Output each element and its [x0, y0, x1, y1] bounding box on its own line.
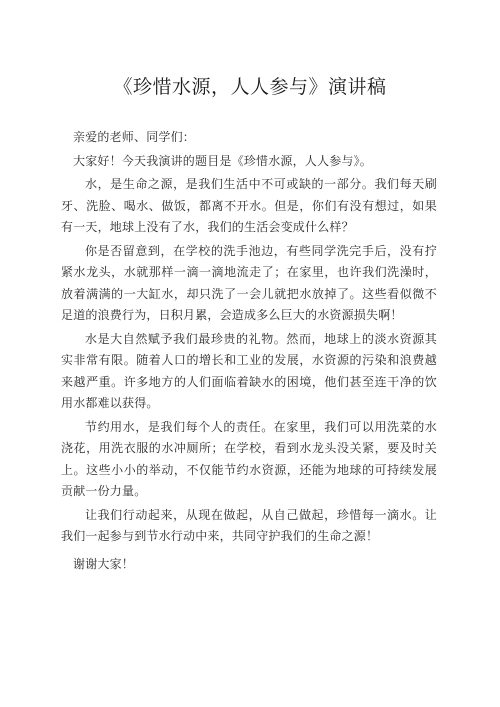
paragraph-call-to-action: 让我们行动起来，从现在做起，从自己做起，珍惜每一滴水。让我们一起参与到节水行动中来，共同守护我们的生命之源！ — [61, 507, 437, 543]
paragraph-thanks: 谢谢大家！ — [73, 556, 135, 571]
paragraph-limited-resources: 水是大自然赋予我们最珍贵的礼物。然而，地球上的淡水资源其实非常有限。随着人口的增长和工业的发展，水资源的污染和浪费越来越严重。许多地方的人们面临着缺水的困境，他们甚至连干净的饮用水都难以获得。 — [61, 331, 437, 410]
paragraph-water-source: 水，是生命之源，是我们生活中不可或缺的一部分。我们每天刷牙、洗脸、喝水、做饭，都离不开水。但是，你们有没有想过，如果有一天，地球上没有了水，我们的生活会变成什么样？ — [61, 177, 437, 234]
paragraph-responsibility: 节约用水，是我们每个人的责任。在家里，我们可以用洗菜的水浇花，用洗衣服的水冲厕所；在学校，看到水龙头没关紧，要及时关上。这些小小的举动，不仅能节约水资源，还能为地球的可持续发展贡献一份力量。 — [61, 419, 437, 498]
paragraph-waste-examples: 你是否留意到，在学校的洗手池边，有些同学洗完手后，没有拧紧水龙头，水就那样一滴一滴地流走了；在家里，也许我们洗澡时，放着满满的一大缸水，却只洗了一会儿就把水放掉了。这些看似微不足道的浪费行为，日积月累，会造成多么巨大的水资源损失啊！ — [61, 243, 437, 322]
speech-body — [61, 127, 437, 575]
paragraph-intro: 大家好！今天我演讲的题目是《珍惜水源，人人参与》。 — [73, 153, 373, 168]
document-title: 《珍惜水源，人人参与》演讲稿 — [113, 76, 387, 98]
paragraph-greeting: 亲爱的老师、同学们： — [73, 130, 196, 144]
